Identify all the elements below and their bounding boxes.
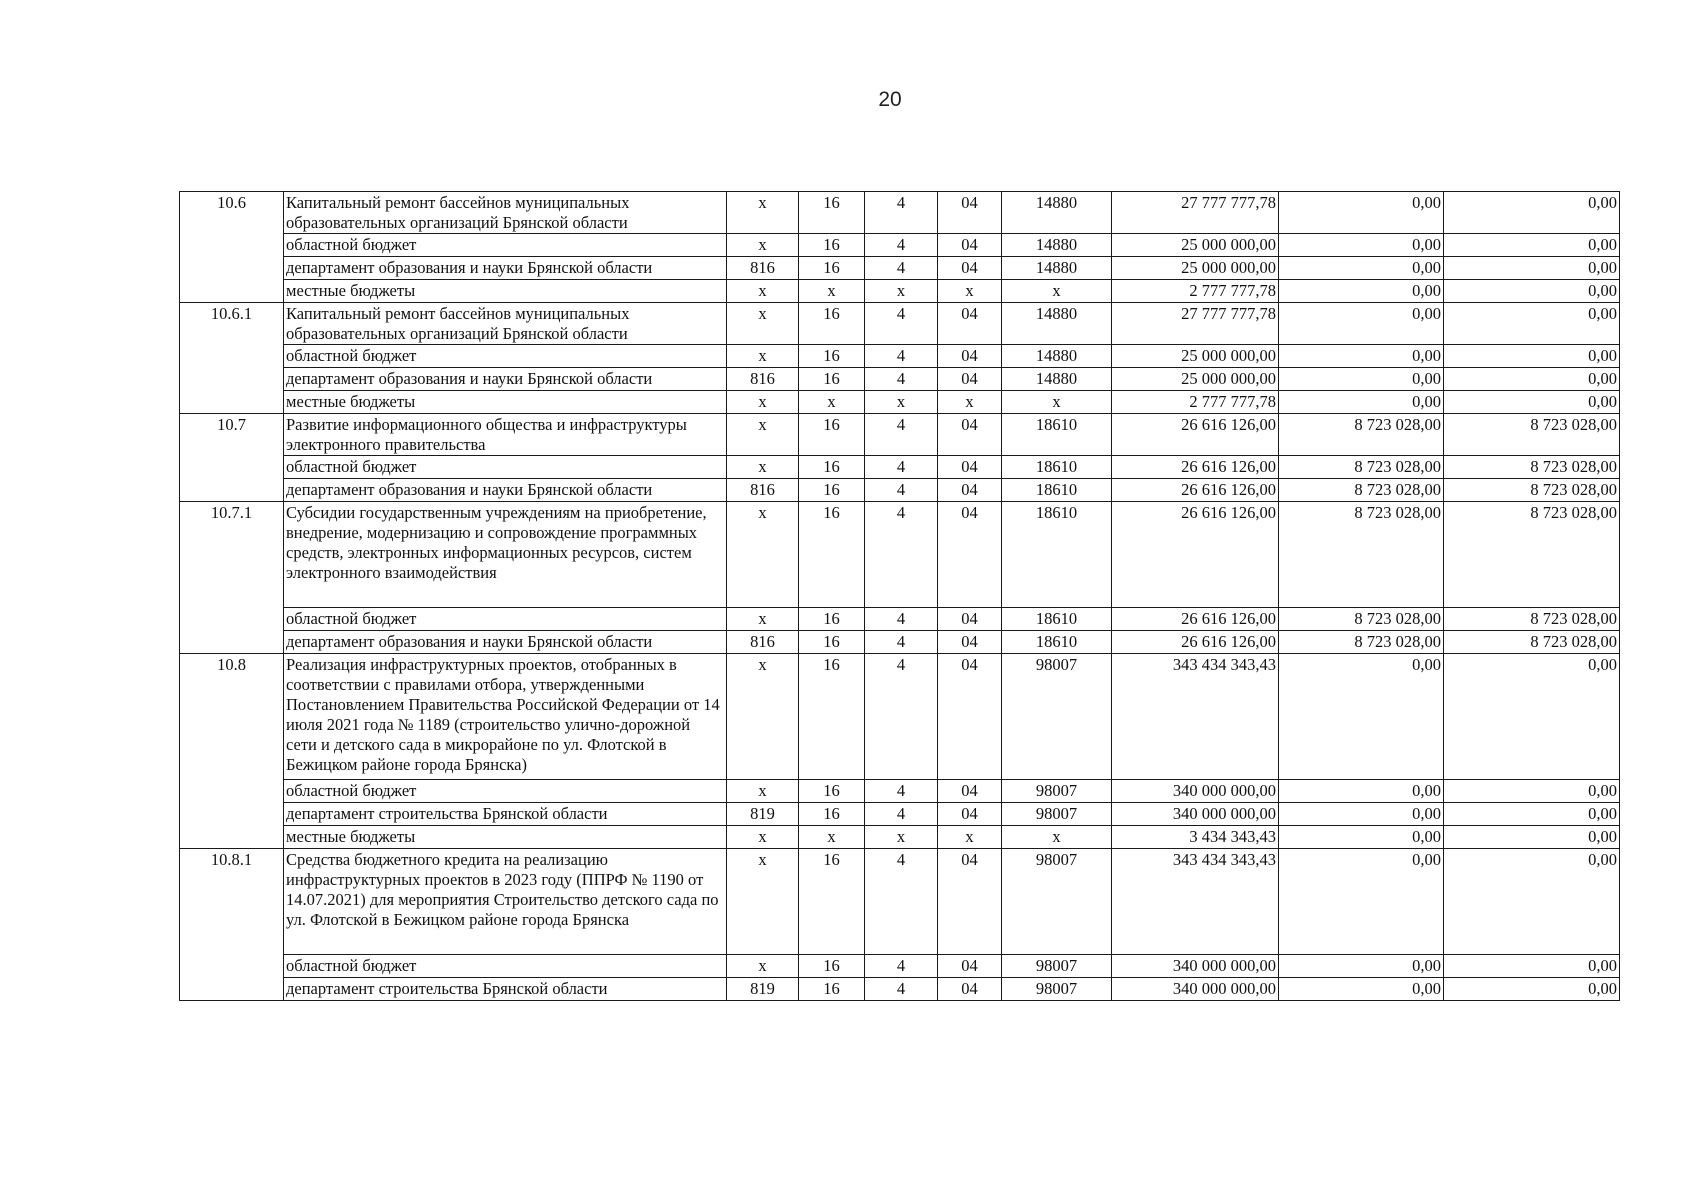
code-cell: 04 (938, 479, 1002, 502)
amount-cell: 0,00 (1444, 780, 1620, 803)
item-name: Развитие информационного общества и инфраструктуры электронного правительства (284, 414, 727, 456)
item-number: 10.6.1 (180, 303, 284, 414)
code-cell: 4 (865, 502, 938, 608)
code-cell: х (1002, 391, 1112, 414)
code-cell: 04 (938, 654, 1002, 780)
amount-cell: 0,00 (1279, 849, 1444, 955)
code-cell: 04 (938, 849, 1002, 955)
code-cell: 4 (865, 456, 938, 479)
code-cell: х (727, 345, 799, 368)
code-cell: 816 (727, 479, 799, 502)
amount-cell: 0,00 (1444, 803, 1620, 826)
amount-cell: 0,00 (1444, 978, 1620, 1001)
code-cell: х (727, 280, 799, 303)
code-cell: х (938, 280, 1002, 303)
code-cell: 16 (799, 345, 865, 368)
code-cell: 4 (865, 368, 938, 391)
amount-cell: 0,00 (1444, 234, 1620, 257)
amount-cell: 0,00 (1444, 849, 1620, 955)
amount-cell: 2 777 777,78 (1112, 391, 1279, 414)
code-cell: 4 (865, 192, 938, 234)
amount-cell: 26 616 126,00 (1112, 414, 1279, 456)
code-cell: х (938, 826, 1002, 849)
code-cell: 16 (799, 608, 865, 631)
amount-cell: 8 723 028,00 (1279, 631, 1444, 654)
amount-cell: 0,00 (1279, 257, 1444, 280)
code-cell: х (1002, 280, 1112, 303)
code-cell: 14880 (1002, 257, 1112, 280)
item-name: областной бюджет (284, 234, 727, 257)
amount-cell: 8 723 028,00 (1444, 608, 1620, 631)
table-row (180, 479, 1620, 502)
table-row (180, 654, 1620, 780)
code-cell: 18610 (1002, 479, 1112, 502)
code-cell: 16 (799, 631, 865, 654)
item-name: Капитальный ремонт бассейнов муниципальных образовательных организаций Брянской области (284, 303, 727, 345)
code-cell: х (727, 414, 799, 456)
code-cell: 4 (865, 803, 938, 826)
code-cell: х (727, 826, 799, 849)
amount-cell: 340 000 000,00 (1112, 803, 1279, 826)
code-cell: 816 (727, 631, 799, 654)
table-row (180, 955, 1620, 978)
amount-cell: 8 723 028,00 (1444, 414, 1620, 456)
page-number: 20 (878, 88, 902, 111)
code-cell: 4 (865, 631, 938, 654)
code-cell: 16 (799, 654, 865, 780)
table-row (180, 234, 1620, 257)
code-cell: 16 (799, 303, 865, 345)
code-cell: 04 (938, 978, 1002, 1001)
code-cell: 04 (938, 608, 1002, 631)
code-cell: 18610 (1002, 608, 1112, 631)
code-cell: х (727, 654, 799, 780)
item-name: Реализация инфраструктурных проектов, отобранных в соответствии с правилами отбора, утвержденными Постановлением Правительства Российской Федерации от 14 июля 2021 года № 1189 (строительство улично-дорожной сети и детского сада в микрорайоне по ул. Флотской в Бежицком районе города Брянска) (284, 654, 727, 780)
code-cell: х (727, 608, 799, 631)
item-name: областной бюджет (284, 955, 727, 978)
code-cell: 98007 (1002, 780, 1112, 803)
code-cell: 18610 (1002, 456, 1112, 479)
amount-cell: 0,00 (1279, 780, 1444, 803)
code-cell: 16 (799, 368, 865, 391)
amount-cell: 26 616 126,00 (1112, 631, 1279, 654)
code-cell: 98007 (1002, 803, 1112, 826)
amount-cell: 8 723 028,00 (1279, 502, 1444, 608)
item-number: 10.8 (180, 654, 284, 849)
code-cell: 18610 (1002, 502, 1112, 608)
item-number: 10.8.1 (180, 849, 284, 1001)
table-row (180, 391, 1620, 414)
item-name: областной бюджет (284, 608, 727, 631)
table-row (180, 803, 1620, 826)
amount-cell: 0,00 (1279, 303, 1444, 345)
amount-cell: 0,00 (1444, 391, 1620, 414)
table-row (180, 502, 1620, 608)
amount-cell: 26 616 126,00 (1112, 479, 1279, 502)
code-cell: 14880 (1002, 368, 1112, 391)
item-name: Средства бюджетного кредита на реализацию инфраструктурных проектов в 2023 году (ППРФ № 1190 от 14.07.2021) для мероприятия Строительство детского сада по ул. Флотской в Бежицком районе города Брянска (284, 849, 727, 955)
code-cell: 04 (938, 414, 1002, 456)
code-cell: 4 (865, 479, 938, 502)
code-cell: х (727, 849, 799, 955)
item-name: местные бюджеты (284, 826, 727, 849)
amount-cell: 27 777 777,78 (1112, 192, 1279, 234)
code-cell: 98007 (1002, 978, 1112, 1001)
code-cell: х (799, 391, 865, 414)
code-cell: 04 (938, 257, 1002, 280)
amount-cell: 25 000 000,00 (1112, 368, 1279, 391)
item-name: областной бюджет (284, 456, 727, 479)
code-cell: х (727, 456, 799, 479)
amount-cell: 0,00 (1444, 654, 1620, 780)
code-cell: 16 (799, 849, 865, 955)
code-cell: х (727, 780, 799, 803)
amount-cell: 0,00 (1444, 192, 1620, 234)
code-cell: х (727, 192, 799, 234)
amount-cell: 0,00 (1279, 803, 1444, 826)
amount-cell: 8 723 028,00 (1444, 479, 1620, 502)
code-cell: 4 (865, 303, 938, 345)
amount-cell: 0,00 (1279, 391, 1444, 414)
amount-cell: 0,00 (1279, 192, 1444, 234)
amount-cell: 0,00 (1279, 654, 1444, 780)
code-cell: 04 (938, 234, 1002, 257)
item-name: департамент образования и науки Брянской области (284, 479, 727, 502)
budget-table (179, 191, 1620, 1001)
table-row (180, 303, 1620, 345)
code-cell: 16 (799, 978, 865, 1001)
code-cell: 04 (938, 192, 1002, 234)
item-name: Капитальный ремонт бассейнов муниципальных образовательных организаций Брянской области (284, 192, 727, 234)
code-cell: 819 (727, 978, 799, 1001)
amount-cell: 340 000 000,00 (1112, 978, 1279, 1001)
code-cell: 816 (727, 368, 799, 391)
amount-cell: 3 434 343,43 (1112, 826, 1279, 849)
item-name: департамент строительства Брянской области (284, 978, 727, 1001)
amount-cell: 0,00 (1279, 978, 1444, 1001)
code-cell: 18610 (1002, 414, 1112, 456)
amount-cell: 0,00 (1279, 368, 1444, 391)
code-cell: 16 (799, 502, 865, 608)
code-cell: 4 (865, 345, 938, 368)
code-cell: 04 (938, 368, 1002, 391)
code-cell: 14880 (1002, 303, 1112, 345)
code-cell: 04 (938, 502, 1002, 608)
amount-cell: 0,00 (1444, 955, 1620, 978)
code-cell: 98007 (1002, 654, 1112, 780)
table-row (180, 280, 1620, 303)
item-number: 10.7.1 (180, 502, 284, 654)
item-number: 10.7 (180, 414, 284, 502)
code-cell: 16 (799, 456, 865, 479)
item-name: департамент образования и науки Брянской области (284, 368, 727, 391)
amount-cell: 27 777 777,78 (1112, 303, 1279, 345)
amount-cell: 0,00 (1444, 345, 1620, 368)
table-row (180, 978, 1620, 1001)
code-cell: 4 (865, 414, 938, 456)
amount-cell: 26 616 126,00 (1112, 608, 1279, 631)
code-cell: 816 (727, 257, 799, 280)
amount-cell: 8 723 028,00 (1279, 608, 1444, 631)
code-cell: х (799, 280, 865, 303)
table-row (180, 849, 1620, 955)
amount-cell: 0,00 (1444, 280, 1620, 303)
code-cell: 4 (865, 955, 938, 978)
table-row (180, 780, 1620, 803)
code-cell: х (1002, 826, 1112, 849)
code-cell: 4 (865, 780, 938, 803)
code-cell: 4 (865, 849, 938, 955)
item-name: областной бюджет (284, 345, 727, 368)
code-cell: х (865, 391, 938, 414)
amount-cell: 343 434 343,43 (1112, 654, 1279, 780)
code-cell: 04 (938, 303, 1002, 345)
amount-cell: 340 000 000,00 (1112, 780, 1279, 803)
code-cell: х (727, 955, 799, 978)
code-cell: х (727, 391, 799, 414)
item-name: областной бюджет (284, 780, 727, 803)
code-cell: 98007 (1002, 849, 1112, 955)
table-row (180, 826, 1620, 849)
table-row (180, 192, 1620, 234)
code-cell: 819 (727, 803, 799, 826)
code-cell: 14880 (1002, 345, 1112, 368)
code-cell: 16 (799, 192, 865, 234)
code-cell: х (799, 826, 865, 849)
table-row (180, 456, 1620, 479)
code-cell: 16 (799, 955, 865, 978)
amount-cell: 0,00 (1279, 345, 1444, 368)
amount-cell: 25 000 000,00 (1112, 345, 1279, 368)
amount-cell: 25 000 000,00 (1112, 257, 1279, 280)
code-cell: 14880 (1002, 192, 1112, 234)
code-cell: х (727, 234, 799, 257)
amount-cell: 0,00 (1279, 955, 1444, 978)
amount-cell: 0,00 (1279, 280, 1444, 303)
table-row (180, 257, 1620, 280)
code-cell: х (865, 280, 938, 303)
amount-cell: 0,00 (1279, 234, 1444, 257)
item-name: местные бюджеты (284, 280, 727, 303)
table-row (180, 631, 1620, 654)
code-cell: 98007 (1002, 955, 1112, 978)
code-cell: 4 (865, 654, 938, 780)
amount-cell: 8 723 028,00 (1279, 456, 1444, 479)
table-row (180, 345, 1620, 368)
item-name: департамент образования и науки Брянской области (284, 257, 727, 280)
amount-cell: 0,00 (1279, 826, 1444, 849)
code-cell: 4 (865, 608, 938, 631)
code-cell: х (727, 502, 799, 608)
code-cell: 16 (799, 780, 865, 803)
code-cell: 04 (938, 631, 1002, 654)
amount-cell: 8 723 028,00 (1444, 456, 1620, 479)
amount-cell: 0,00 (1444, 826, 1620, 849)
amount-cell: 0,00 (1444, 368, 1620, 391)
code-cell: 04 (938, 345, 1002, 368)
code-cell: 16 (799, 414, 865, 456)
item-name: департамент строительства Брянской области (284, 803, 727, 826)
amount-cell: 340 000 000,00 (1112, 955, 1279, 978)
amount-cell: 8 723 028,00 (1279, 479, 1444, 502)
item-name: Субсидии государственным учреждениям на приобретение, внедрение, модернизацию и сопровождение программных средств, электронных информационных ресурсов, систем электронного взаимодействия (284, 502, 727, 608)
code-cell: х (938, 391, 1002, 414)
code-cell: 16 (799, 479, 865, 502)
code-cell: 14880 (1002, 234, 1112, 257)
code-cell: 16 (799, 803, 865, 826)
amount-cell: 25 000 000,00 (1112, 234, 1279, 257)
code-cell: 4 (865, 978, 938, 1001)
amount-cell: 26 616 126,00 (1112, 502, 1279, 608)
code-cell: 4 (865, 257, 938, 280)
amount-cell: 0,00 (1444, 257, 1620, 280)
code-cell: 04 (938, 955, 1002, 978)
amount-cell: 8 723 028,00 (1279, 414, 1444, 456)
code-cell: 18610 (1002, 631, 1112, 654)
item-name: департамент образования и науки Брянской области (284, 631, 727, 654)
code-cell: 16 (799, 257, 865, 280)
amount-cell: 0,00 (1444, 303, 1620, 345)
amount-cell: 2 777 777,78 (1112, 280, 1279, 303)
code-cell: х (865, 826, 938, 849)
amount-cell: 343 434 343,43 (1112, 849, 1279, 955)
item-name: местные бюджеты (284, 391, 727, 414)
amount-cell: 8 723 028,00 (1444, 502, 1620, 608)
code-cell: х (727, 303, 799, 345)
amount-cell: 26 616 126,00 (1112, 456, 1279, 479)
item-number: 10.6 (180, 192, 284, 303)
table-row (180, 368, 1620, 391)
table-row (180, 414, 1620, 456)
amount-cell: 8 723 028,00 (1444, 631, 1620, 654)
code-cell: 16 (799, 234, 865, 257)
code-cell: 04 (938, 803, 1002, 826)
table-row (180, 608, 1620, 631)
code-cell: 4 (865, 234, 938, 257)
code-cell: 04 (938, 780, 1002, 803)
code-cell: 04 (938, 456, 1002, 479)
